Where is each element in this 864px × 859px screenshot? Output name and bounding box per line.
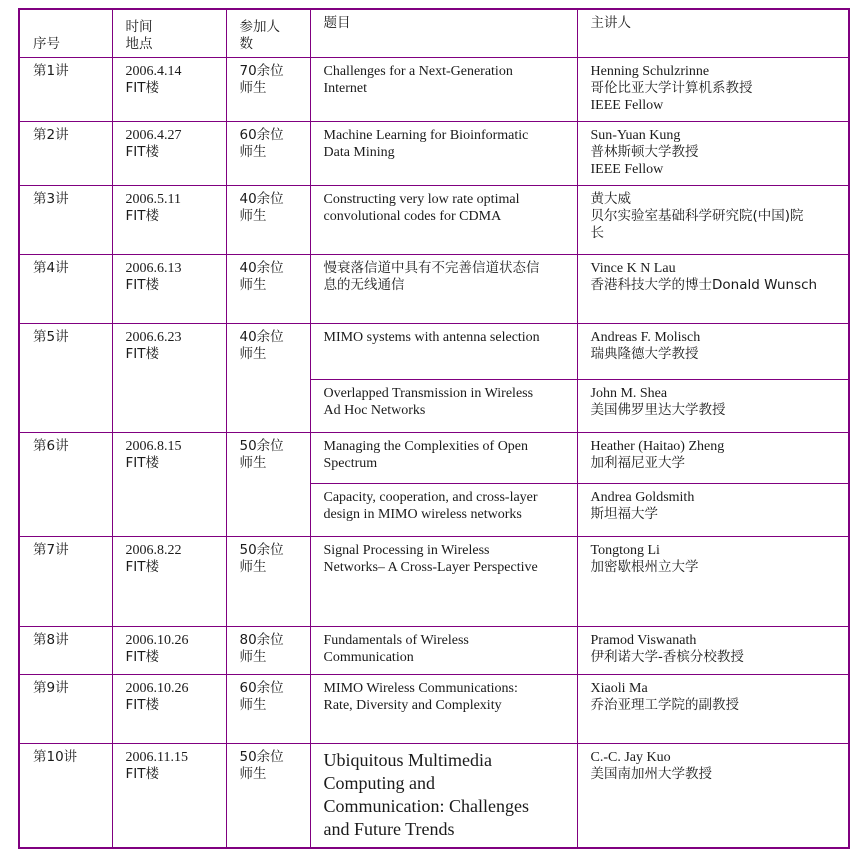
lecture-topic	[310, 743, 577, 848]
text-line: 师生	[239, 143, 267, 160]
text-line: 师生	[239, 207, 267, 224]
text-line: 2006.4.27	[125, 127, 182, 143]
text-line: Vince K N Lau	[590, 260, 676, 276]
text-line: 师生	[239, 765, 267, 782]
text-line: 伊利诺大学-香槟分校教授	[590, 648, 744, 665]
lecture-number	[19, 185, 112, 254]
text-line: FIT楼	[125, 345, 159, 362]
text-line: 2006.8.15	[125, 438, 182, 454]
lecture-speaker	[577, 379, 849, 432]
lecture-row	[19, 323, 849, 379]
text-line: Sun-Yuan Kung	[590, 127, 681, 143]
text-line: 50余位	[239, 748, 284, 765]
text-line: Machine Learning for Bioinformatic	[323, 127, 529, 143]
lecture-date-place	[112, 743, 226, 848]
text-line: Ubiquitous Multimedia	[323, 749, 492, 770]
text-line: design in MIMO wireless networks	[323, 506, 522, 522]
lecture-date-place	[112, 185, 226, 254]
text-line: 70余位	[239, 62, 284, 79]
lecture-row	[19, 185, 849, 254]
text-line: 第5讲	[33, 328, 69, 345]
text-line: 加密歇根州立大学	[590, 558, 699, 575]
lecture-date-place	[112, 57, 226, 121]
text-line: 2006.6.13	[125, 260, 182, 276]
header-time-place: 时间 地点	[112, 9, 226, 57]
text-line: 师生	[239, 345, 267, 362]
text-line: 第9讲	[33, 679, 69, 696]
text-line: 斯坦福大学	[590, 505, 658, 522]
lecture-attendance	[226, 57, 310, 121]
lecture-attendance	[226, 743, 310, 848]
lecture-row	[19, 536, 849, 626]
lecture-topic	[310, 674, 577, 743]
text-line: MIMO Wireless Communications:	[323, 680, 518, 696]
text-line: 普林斯顿大学教授	[590, 143, 699, 160]
text-line: FIT楼	[125, 207, 159, 224]
lecture-attendance	[226, 674, 310, 743]
lecture-number	[19, 743, 112, 848]
text-line: 第2讲	[33, 126, 69, 143]
lecture-topic	[310, 57, 577, 121]
text-line: Andrea Goldsmith	[590, 489, 695, 505]
header-row	[19, 9, 849, 57]
text-line: John M. Shea	[590, 385, 668, 401]
lecture-row	[19, 432, 849, 483]
lecture-row	[19, 743, 849, 848]
text-line: FIT楼	[125, 276, 159, 293]
lecture-date-place	[112, 674, 226, 743]
lecture-date-place	[112, 121, 226, 185]
text-line: 40余位	[239, 328, 284, 345]
lecture-row	[19, 626, 849, 674]
lecture-speaker	[577, 483, 849, 536]
text-line: 美国南加州大学教授	[590, 765, 712, 782]
text-line: 黄大威	[590, 190, 631, 207]
lecture-date-place	[112, 254, 226, 323]
text-line: 60余位	[239, 679, 284, 696]
lecture-attendance	[226, 121, 310, 185]
lecture-row	[19, 254, 849, 323]
text-line: 50余位	[239, 541, 284, 558]
lecture-date-place	[112, 432, 226, 536]
lecture-topic	[310, 185, 577, 254]
text-line: and Future Trends	[323, 818, 455, 839]
text-line: Communication: Challenges	[323, 795, 529, 816]
lecture-attendance	[226, 626, 310, 674]
lecture-speaker	[577, 323, 849, 379]
text-line: Spectrum	[323, 455, 378, 471]
text-line: FIT楼	[125, 79, 159, 96]
text-line: FIT楼	[125, 454, 159, 471]
text-line: 2006.10.26	[125, 632, 189, 648]
lecture-schedule-table	[18, 8, 850, 849]
text-line: 第3讲	[33, 190, 69, 207]
lecture-date-place	[112, 323, 226, 432]
text-line: 乔治亚理工学院的副教授	[590, 696, 739, 713]
text-line: convolutional codes for CDMA	[323, 208, 502, 224]
text-line: Ad Hoc Networks	[323, 402, 426, 418]
text-line: 第1讲	[33, 62, 69, 79]
text-line: FIT楼	[125, 765, 159, 782]
text-line: 慢衰落信道中具有不完善信道状态信	[323, 259, 540, 276]
lecture-number	[19, 254, 112, 323]
lecture-attendance	[226, 432, 310, 536]
lecture-topic	[310, 254, 577, 323]
text-line: IEEE Fellow	[590, 97, 664, 113]
text-line: C.-C. Jay Kuo	[590, 749, 671, 765]
text-line: 瑞典隆德大学教授	[590, 345, 699, 362]
text-line: 贝尔实验室基础科学研究院(中国)院	[590, 207, 804, 224]
lecture-row	[19, 674, 849, 743]
lecture-speaker	[577, 626, 849, 674]
text-line: 2006.11.15	[125, 749, 188, 765]
lecture-attendance	[226, 185, 310, 254]
text-line: Internet	[323, 80, 368, 96]
text-line: Constructing very low rate optimal	[323, 191, 520, 207]
text-line: 第7讲	[33, 541, 69, 558]
text-line: Rate, Diversity and Complexity	[323, 697, 502, 713]
text-line: 息的无线通信	[323, 276, 405, 293]
text-line: 师生	[239, 558, 267, 575]
lecture-topic	[310, 323, 577, 379]
text-line: 长	[590, 224, 604, 241]
lecture-topic	[310, 432, 577, 483]
text-line: 40余位	[239, 190, 284, 207]
lecture-speaker	[577, 57, 849, 121]
text-line: Computing and	[323, 772, 435, 793]
lecture-attendance	[226, 536, 310, 626]
lecture-topic	[310, 121, 577, 185]
lecture-speaker	[577, 121, 849, 185]
text-line: Overlapped Transmission in Wireless	[323, 385, 534, 401]
text-line: FIT楼	[125, 143, 159, 160]
lecture-row	[19, 121, 849, 185]
text-line: Signal Processing in Wireless	[323, 542, 490, 558]
lecture-topic	[310, 483, 577, 536]
lecture-topic	[310, 536, 577, 626]
text-line: Challenges for a Next-Generation	[323, 63, 513, 79]
text-line: 2006.4.14	[125, 63, 182, 79]
text-line: 加利福尼亚大学	[590, 454, 685, 471]
text-line: 师生	[239, 276, 267, 293]
lecture-number	[19, 674, 112, 743]
header-speaker: 主讲人	[577, 9, 849, 57]
lecture-row	[19, 57, 849, 121]
lecture-number	[19, 536, 112, 626]
text-line: Andreas F. Molisch	[590, 329, 701, 345]
text-line: 2006.6.23	[125, 329, 182, 345]
lecture-speaker	[577, 254, 849, 323]
text-line: 40余位	[239, 259, 284, 276]
lecture-number	[19, 57, 112, 121]
text-line: Networks– A Cross-Layer Perspective	[323, 559, 538, 575]
text-line: 2006.8.22	[125, 542, 182, 558]
text-line: 香港科技大学的博士Donald Wunsch	[590, 276, 818, 293]
text-line: FIT楼	[125, 648, 159, 665]
text-line: 2006.5.11	[125, 191, 181, 207]
text-line: Capacity, cooperation, and cross-layer	[323, 489, 538, 505]
text-line: 50余位	[239, 437, 284, 454]
lecture-speaker	[577, 185, 849, 254]
lecture-speaker	[577, 432, 849, 483]
lecture-speaker	[577, 536, 849, 626]
header-topic: 题目	[310, 9, 577, 57]
lecture-date-place	[112, 626, 226, 674]
lecture-number	[19, 121, 112, 185]
lecture-topic	[310, 626, 577, 674]
text-line: 师生	[239, 648, 267, 665]
text-line: IEEE Fellow	[590, 161, 664, 177]
lecture-attendance	[226, 323, 310, 432]
lecture-number	[19, 323, 112, 432]
text-line: 师生	[239, 454, 267, 471]
header-seq: 序号	[19, 9, 112, 57]
text-line: 80余位	[239, 631, 284, 648]
text-line: FIT楼	[125, 558, 159, 575]
text-line: 2006.10.26	[125, 680, 189, 696]
text-line: 第4讲	[33, 259, 69, 276]
text-line: Data Mining	[323, 144, 395, 160]
lecture-attendance	[226, 254, 310, 323]
lecture-date-place	[112, 536, 226, 626]
lecture-number	[19, 626, 112, 674]
header-attendance: 参加人 数	[226, 9, 310, 57]
text-line: Tongtong Li	[590, 542, 660, 558]
text-line: MIMO systems with antenna selection	[323, 329, 540, 345]
text-line: Heather (Haitao) Zheng	[590, 438, 725, 454]
text-line: Xiaoli Ma	[590, 680, 648, 696]
text-line: Henning Schulzrinne	[590, 63, 710, 79]
text-line: Pramod Viswanath	[590, 632, 697, 648]
text-line: Managing the Complexities of Open	[323, 438, 529, 454]
lecture-speaker	[577, 743, 849, 848]
text-line: 师生	[239, 79, 267, 96]
text-line: Fundamentals of Wireless	[323, 632, 469, 648]
text-line: 第8讲	[33, 631, 69, 648]
text-line: 美国佛罗里达大学教授	[590, 401, 726, 418]
lecture-number	[19, 432, 112, 536]
text-line: Communication	[323, 649, 414, 665]
text-line: 第6讲	[33, 437, 69, 454]
text-line: 60余位	[239, 126, 284, 143]
text-line: 师生	[239, 696, 267, 713]
lecture-topic	[310, 379, 577, 432]
text-line: 第10讲	[33, 748, 78, 765]
text-line: 哥伦比亚大学计算机系教授	[590, 79, 753, 96]
text-line: FIT楼	[125, 696, 159, 713]
lecture-speaker	[577, 674, 849, 743]
